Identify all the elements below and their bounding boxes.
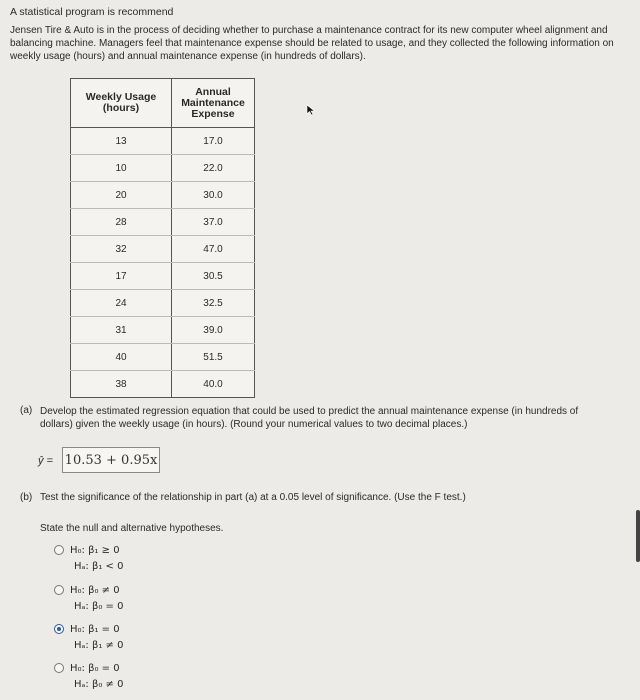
- null-hypothesis: H₀: β₁ = 0: [70, 624, 120, 635]
- table-row: [71, 128, 255, 155]
- alternative-hypothesis: Hₐ: β₀ = 0: [74, 601, 124, 612]
- col-header-expense: Annual Maintenance Expense: [172, 79, 255, 128]
- expense-cell: 30.5: [172, 263, 255, 290]
- expense-cell: 17.0: [172, 128, 255, 155]
- expense-cell: 30.0: [172, 182, 255, 209]
- usage-cell: 10: [71, 155, 172, 182]
- radio-button[interactable]: [54, 585, 64, 595]
- radio-button[interactable]: [54, 545, 64, 555]
- radio-button[interactable]: [54, 663, 64, 673]
- part-b-question: Test the significance of the relationship in part (a) at a 0.05 level of significance. (Use the F test.): [40, 492, 466, 503]
- col-header-usage: Weekly Usage (hours): [71, 79, 172, 128]
- usage-cell: 28: [71, 209, 172, 236]
- regression-answer-field[interactable]: 10.53 + 0.95x: [62, 447, 160, 473]
- usage-cell: 38: [71, 371, 172, 398]
- alternative-hypothesis: Hₐ: β₁ < 0: [74, 561, 124, 572]
- table-row: [71, 182, 255, 209]
- usage-cell: 31: [71, 317, 172, 344]
- expense-cell: 39.0: [172, 317, 255, 344]
- usage-cell: 24: [71, 290, 172, 317]
- part-a-question: Develop the estimated regression equation that could be used to predict the annual maintenance expense (in hundreds of dollars) given the weekly usage (in hours). (Round your numerical values to two decimal places.): [40, 406, 579, 430]
- part-b-label: (b): [20, 492, 33, 503]
- yhat-label: ŷ =: [38, 455, 53, 467]
- expense-cell: 51.5: [172, 344, 255, 371]
- expense-cell: 37.0: [172, 209, 255, 236]
- usage-cell: 13: [71, 128, 172, 155]
- table-row: [71, 371, 255, 398]
- usage-cell: 40: [71, 344, 172, 371]
- null-hypothesis: H₀: β₁ ≥ 0: [70, 545, 120, 556]
- expense-cell: 22.0: [172, 155, 255, 182]
- mouse-pointer-icon: [306, 104, 316, 116]
- table-row: [71, 290, 255, 317]
- intro-text: A statistical program is recommend: [10, 6, 174, 18]
- radio-button[interactable]: [54, 624, 64, 634]
- null-hypothesis: H₀: β₀ = 0: [70, 663, 120, 674]
- table-row: [71, 155, 255, 182]
- table-row: [71, 209, 255, 236]
- expense-cell: 40.0: [172, 371, 255, 398]
- table-row: [71, 263, 255, 290]
- scrollbar[interactable]: [636, 510, 640, 562]
- expense-cell: 32.5: [172, 290, 255, 317]
- alternative-hypothesis: Hₐ: β₁ ≠ 0: [74, 640, 124, 651]
- usage-cell: 32: [71, 236, 172, 263]
- hypotheses-prompt: State the null and alternative hypotheses.: [40, 523, 224, 534]
- data-table: [70, 78, 255, 398]
- table-row: [71, 236, 255, 263]
- null-hypothesis: H₀: β₀ ≠ 0: [70, 585, 120, 596]
- alternative-hypothesis: Hₐ: β₀ ≠ 0: [74, 679, 124, 690]
- usage-cell: 20: [71, 182, 172, 209]
- usage-cell: 17: [71, 263, 172, 290]
- expense-cell: 47.0: [172, 236, 255, 263]
- part-a-label: (a): [20, 405, 33, 416]
- problem-paragraph: Jensen Tire & Auto is in the process of deciding whether to purchase a maintenance contract for its new computer wheel alignment and balancing machine. Managers feel that maintenance expense should be related to usage, and they collected the following information on weekly usage (hours) and annual maintenance expense (in hundreds of dollars).: [10, 25, 614, 62]
- table-row: [71, 344, 255, 371]
- table-row: [71, 317, 255, 344]
